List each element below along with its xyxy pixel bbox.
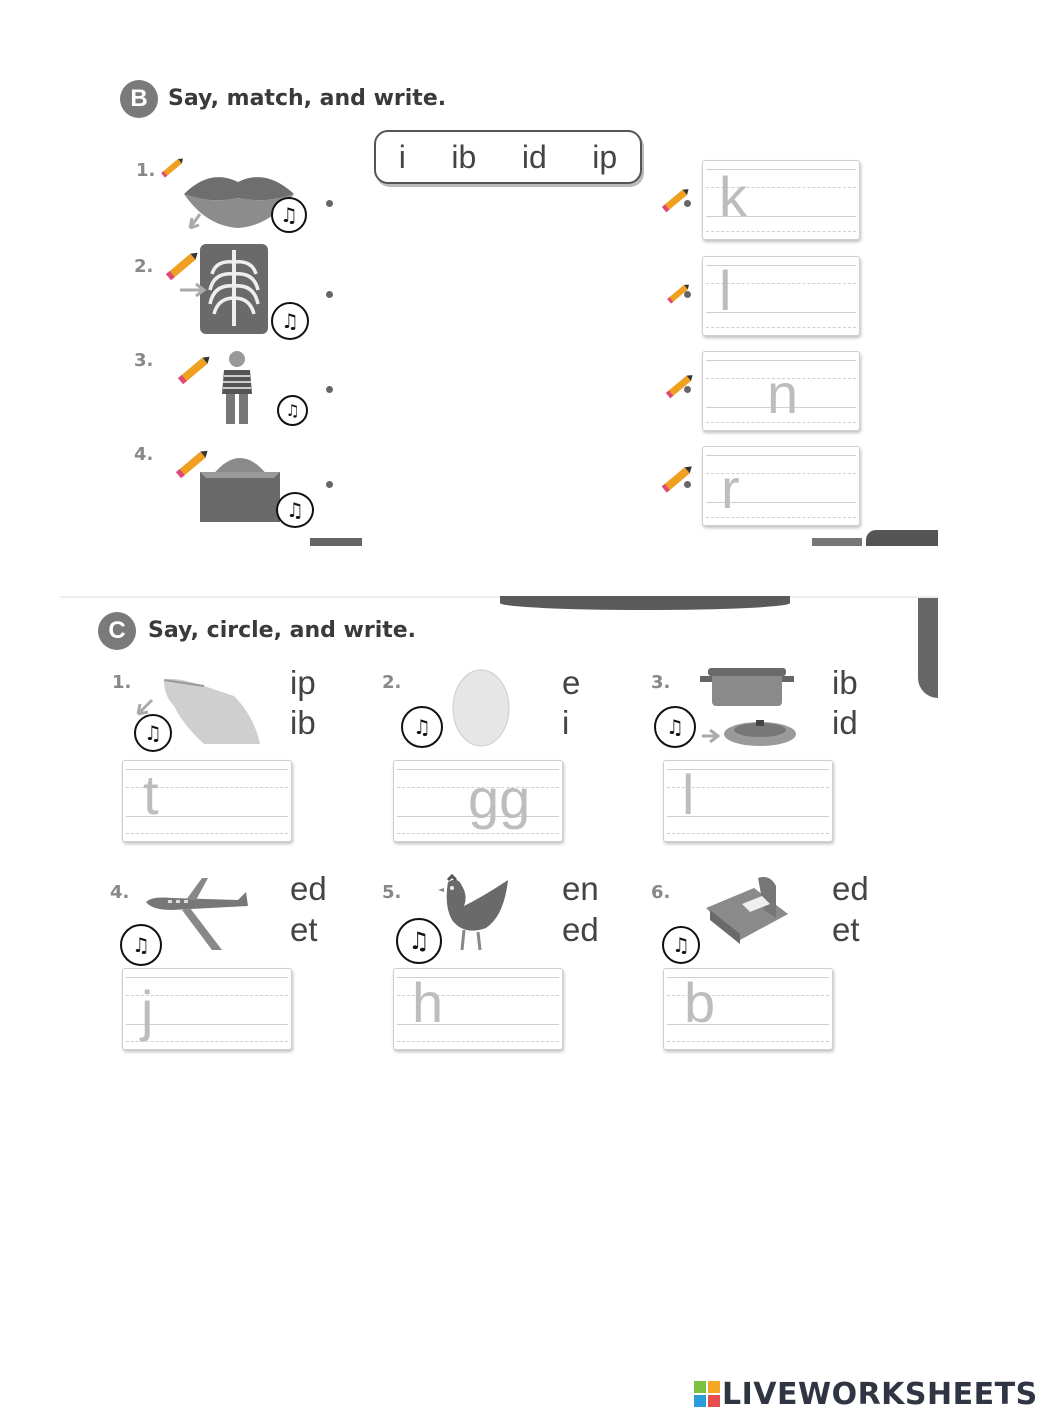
page-edge — [812, 538, 862, 546]
hen-icon — [434, 876, 514, 956]
audio-button[interactable]: ♫ — [396, 918, 442, 964]
option-choice[interactable]: id — [832, 704, 858, 741]
pot-lid-icon — [694, 664, 804, 750]
section-c — [0, 590, 1000, 1070]
write-box[interactable] — [393, 968, 563, 1050]
write-box[interactable] — [702, 256, 860, 336]
option-choice[interactable]: ip — [290, 664, 316, 701]
item-number: 3. — [651, 672, 671, 693]
match-dot[interactable] — [684, 200, 691, 207]
trace-letters: j — [141, 979, 154, 1042]
audio-button[interactable]: ♫ — [134, 714, 172, 752]
match-dot[interactable] — [326, 200, 333, 207]
write-box[interactable] — [702, 351, 860, 431]
page-edge — [918, 598, 938, 698]
item-number: 1. — [136, 160, 156, 181]
egg-icon — [450, 662, 512, 748]
item-number: 4. — [110, 882, 130, 903]
logo-mark-icon — [694, 1381, 720, 1407]
audio-button[interactable]: ♫ — [120, 924, 162, 966]
ribs-xray-icon — [180, 244, 270, 334]
write-box[interactable] — [702, 160, 860, 240]
item-number: 6. — [651, 882, 671, 903]
option-choice[interactable]: ed — [562, 911, 599, 948]
write-box[interactable] — [122, 968, 292, 1050]
audio-button[interactable]: ♫ — [654, 706, 696, 748]
lid-box-icon — [198, 446, 282, 524]
item-number: 2. — [134, 256, 154, 277]
word-bank-item: i — [398, 138, 406, 175]
page-edge — [60, 596, 938, 598]
match-dot[interactable] — [684, 481, 691, 488]
trace-letters: k — [719, 165, 747, 228]
section-b — [0, 0, 1000, 560]
audio-button[interactable]: ♫ — [271, 197, 307, 233]
page-edge — [310, 538, 362, 546]
audio-button[interactable]: ♫ — [276, 492, 314, 528]
item-number: 4. — [134, 444, 154, 465]
pencil-icon — [664, 372, 696, 398]
audio-button[interactable]: ♫ — [277, 395, 308, 426]
match-dot[interactable] — [684, 291, 691, 298]
brand-name: LIVEWORKSHEETS — [722, 1376, 1038, 1412]
boy-icon — [220, 350, 254, 428]
write-box[interactable] — [702, 446, 860, 526]
page-edge — [500, 596, 790, 610]
pencil-icon — [660, 464, 696, 492]
pencil-icon — [176, 354, 214, 384]
option-choice[interactable]: ib — [290, 704, 316, 741]
write-box[interactable] — [663, 760, 833, 842]
bed-icon — [704, 874, 790, 952]
audio-button[interactable]: ♫ — [271, 302, 309, 340]
option-choice[interactable]: ib — [832, 664, 858, 701]
write-box[interactable] — [393, 760, 563, 842]
match-dot[interactable] — [326, 386, 333, 393]
option-choice[interactable]: et — [832, 911, 860, 948]
option-choice[interactable]: et — [290, 911, 318, 948]
option-choice[interactable]: en — [562, 870, 599, 907]
match-dot[interactable] — [684, 386, 691, 393]
pencil-icon — [660, 186, 692, 212]
audio-button[interactable]: ♫ — [401, 706, 443, 748]
option-choice[interactable]: ed — [290, 870, 327, 907]
section-b-title: Say, match, and write. — [168, 86, 447, 111]
option-choice[interactable]: e — [562, 664, 581, 701]
trace-letters: l — [719, 259, 732, 322]
trace-letters: gg — [468, 767, 531, 830]
option-choice[interactable]: ed — [832, 870, 869, 907]
trace-letters: t — [143, 763, 159, 826]
liveworksheets-logo — [694, 1376, 1038, 1412]
match-dot[interactable] — [326, 291, 333, 298]
word-bank-item: ip — [592, 138, 618, 175]
item-number: 3. — [134, 350, 154, 371]
trace-letters: l — [682, 763, 695, 826]
trace-letters: n — [767, 362, 799, 425]
section-c-badge: C — [98, 612, 136, 650]
write-box[interactable] — [663, 968, 833, 1050]
item-number: 5. — [382, 882, 402, 903]
section-c-title: Say, circle, and write. — [148, 618, 417, 643]
word-bank-item: id — [521, 138, 547, 175]
word-bank — [374, 130, 642, 184]
item-number: 1. — [112, 672, 132, 693]
trace-letters: b — [684, 971, 716, 1034]
option-choice[interactable]: i — [562, 704, 570, 741]
word-bank-item: ib — [451, 138, 477, 175]
trace-letters: r — [721, 457, 740, 520]
audio-button[interactable]: ♫ — [662, 926, 700, 964]
match-dot[interactable] — [326, 481, 333, 488]
page-edge — [866, 530, 938, 546]
section-b-badge: B — [120, 80, 158, 118]
trace-letters: h — [412, 971, 444, 1034]
write-box[interactable] — [122, 760, 292, 842]
item-number: 2. — [382, 672, 402, 693]
